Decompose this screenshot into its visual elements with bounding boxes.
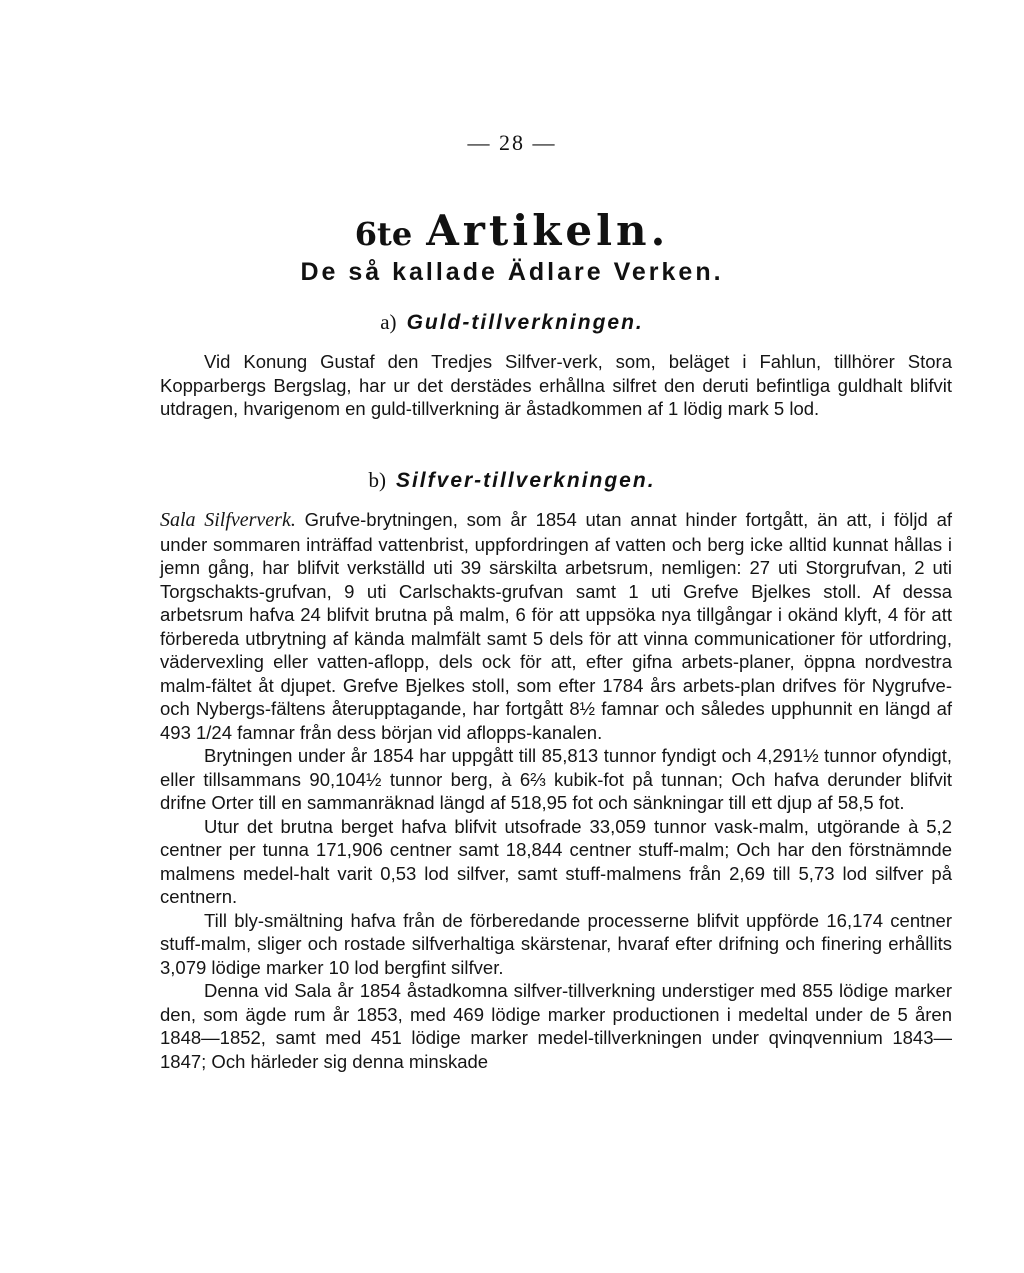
paragraph: Vid Konung Gustaf den Tredjes Silfver-verk, som, beläget i Fahlun, tillhörer Stora Kopparbergs Bergslag, har ur det derstädes erhållna silfret den deruti befintliga guldhalt blifvit utdragen, hvarigenom en guld-tillverkning är åstadkommen af 1 lödig mark 5 lod. (160, 351, 952, 419)
sala-lead: Sala Silfververk. (160, 509, 296, 531)
subsection-b-label: b) (368, 468, 386, 492)
subsection-b-title: Silfver-tillverkningen. (395, 469, 656, 492)
article-title (0, 206, 1024, 255)
subsection-heading-b (0, 468, 1024, 493)
page-number: — 28 — (467, 130, 557, 155)
article-title-text: Artikeln. (426, 206, 670, 255)
paragraph: Till bly-smältning hafva från de förberedande processerne blifvit uppförde 16,174 centner stuff-malm, sliger och rostade silfverhaltiga skärstenar, hvaraf efter drifning och finering erhållits 3,079 lödige marker 10 lod bergfint silfver. (160, 909, 952, 978)
subsection-a-label: a) (380, 310, 397, 334)
subsection-a-title: Guld-tillverkningen. (406, 311, 644, 334)
paragraph: Denna vid Sala år 1854 åstadkomna silfver-tillverkning understiger med 855 lödige marker den, som ägde rum år 1853, med 469 lödige marker productionen i medeltal under de 5 åren 1848—1852, samt med 451 lödige marker medel-tillverkningen under qvinqvennium 1843—1847; Och härleder sig denna minskade (160, 980, 952, 1072)
subsection-heading-a (0, 310, 1024, 335)
paragraph (160, 508, 952, 744)
section-heading: De så kallade Ädlare Verken. (300, 258, 724, 286)
paragraph-text: Grufve-brytningen, som år 1854 utan annat hinder fortgått, än att, i följd af under sommaren inträffad vattenbrist, uppfordringen af vatten och berg icke alltid kunnat hållas i jemn gång, har blifvit verkställd uti 39 särskilta arbetsrum, nemligen: 27 uti Storgrufvan, 2 uti Torgschakts-grufvan, 9 uti Carlschakts-grufvan samt 1 uti Grefve Bjelkes stoll. Af dessa arbetsrum hafva 24 blifvit brutna på malm, 6 för att uppsöka nya tillgångar i okänd klyft, 4 för att förbereda utbrytning af kända malmfält samt 5 dels för att vinna communicationer för utfordring, vädervexling eller vatten-aflopp, dels ock för att, efter gifna arbets-planer, öppna nordvestra malm-fältet åt djupet. Grefve Bjelkes stoll, som efter 1784 års arbets-plan drifves för Nygrufve- och Nybergs-fältens återupptagande, har fortgått 8½ famnar och således upphunnit en längd af 493 1/24 famnar från dess början vid aflopps-kanalen. (160, 509, 953, 743)
paragraph: Brytningen under år 1854 har uppgått till 85,813 tunnor fyndigt och 4,291½ tunnor ofyndigt, eller tillsammans 90,104½ tunnor berg, à 6⅔ kubik-fot på tunnan; Och hafva derunder blifvit drifne Orter till en sammanräknad längd af 518,95 fot och sänkningar till ett djup af 58,5 fot. (160, 745, 952, 813)
article-ordinal: 6te (354, 215, 413, 253)
body-text-a (160, 350, 952, 421)
body-text-b (160, 508, 952, 1073)
paragraph: Utur det brutna berget hafva blifvit utsofrade 33,059 tunnor vask-malm, utgörande à 5,2 centner per tunna 171,906 centner samt 18,844 centner stuff-malm; Och har den förstnämnde malmens medel-halt varit 0,53 lod silfver, samt stuff-malmens från 2,69 till 5,73 lod silfver på centnern. (160, 815, 952, 907)
